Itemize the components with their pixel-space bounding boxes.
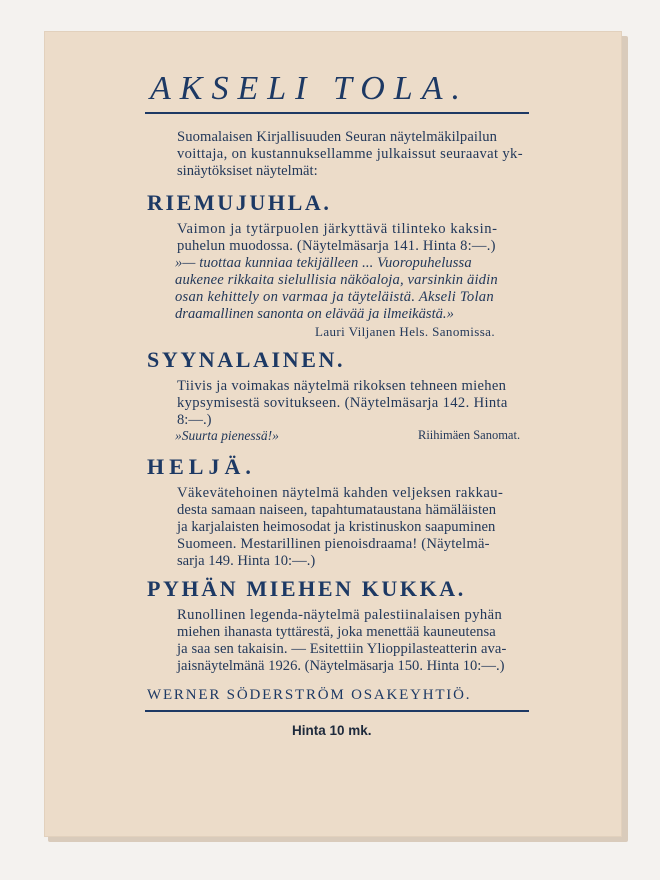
review-source: Lauri Viljanen Hels. Sanomissa. bbox=[315, 324, 495, 339]
play-description-line: ja saa sen takaisin. — Esitettiin Ylioppilasteatterin ava- bbox=[177, 641, 507, 657]
title-rule bbox=[145, 112, 529, 114]
play-heading-syynalainen: SYYNALAINEN. bbox=[147, 347, 346, 372]
play-description-line: sarja 149. Hinta 10:—.) bbox=[177, 553, 316, 569]
footer-rule bbox=[145, 710, 529, 712]
review-quote-line: aukenee rikkaita sielullisia näköaloja, varsinkin äidin bbox=[175, 272, 498, 288]
play-description-line: Vaimon ja tytärpuolen järkyttävä tilinteko kaksin- bbox=[177, 221, 498, 237]
review-quote-line: »Suurta pienessä!» bbox=[175, 428, 279, 443]
intro-line: voittaja, on kustannuksellamme julkaissut seuraavat yk- bbox=[177, 146, 523, 162]
play-description-line: Väkevätehoinen näytelmä kahden veljeksen rakkau- bbox=[177, 485, 504, 501]
play-heading-pyhan-miehen-kukka: PYHÄN MIEHEN KUKKA. bbox=[147, 576, 466, 601]
play-description-line: kypsymisestä sovitukseen. (Näytelmäsarja 142. Hinta bbox=[177, 395, 508, 411]
review-quote-line: osan kehittely on varmaa ja täyteläistä. Akseli Tolan bbox=[175, 289, 494, 305]
play-heading-riemujuhla: RIEMUJUHLA. bbox=[147, 190, 332, 215]
play-description-line: desta samaan naiseen, tapahtumataustana hämäläisten bbox=[177, 502, 497, 518]
play-heading-helja: HELJÄ. bbox=[147, 454, 256, 479]
play-description-line: puhelun muodossa. (Näytelmäsarja 141. Hinta 8:—.) bbox=[177, 238, 496, 254]
page-title: AKSELI TOLA. bbox=[150, 70, 469, 107]
intro-line: sinäytöksiset näytelmät: bbox=[177, 163, 318, 179]
review-source: Riihimäen Sanomat. bbox=[418, 428, 521, 442]
play-description-line: Suomeen. Mestarillinen pienoisdraama! (Näytelmä- bbox=[177, 536, 490, 552]
review-quote-line: draamallinen sanonta on elävää ja ilmeikästä.» bbox=[175, 306, 454, 322]
play-description-line: jaisnäytelmänä 1926. (Näytelmäsarja 150. Hinta 10:—.) bbox=[177, 658, 505, 674]
publisher-name: WERNER SÖDERSTRÖM OSAKEYHTIÖ. bbox=[147, 687, 472, 703]
review-quote-line: »— tuottaa kunniaa tekijälleen ... Vuoropuhelussa bbox=[175, 255, 472, 271]
play-description-line: Tiivis ja voimakas näytelmä rikoksen tehneen miehen bbox=[177, 378, 507, 394]
play-description-line: miehen ihanasta tyttärestä, joka menettää kauneutensa bbox=[177, 624, 496, 640]
play-description-line: ja karjalaisten heimosodat ja kristinuskon saapuminen bbox=[177, 519, 496, 535]
price-label: Hinta 10 mk. bbox=[292, 723, 372, 738]
play-description-line: 8:—.) bbox=[177, 412, 212, 428]
play-description-line: Runollinen legenda-näytelmä palestiinalaisen pyhän bbox=[177, 607, 503, 623]
intro-line: Suomalaisen Kirjallisuuden Seuran näytelmäkilpailun bbox=[177, 129, 498, 145]
